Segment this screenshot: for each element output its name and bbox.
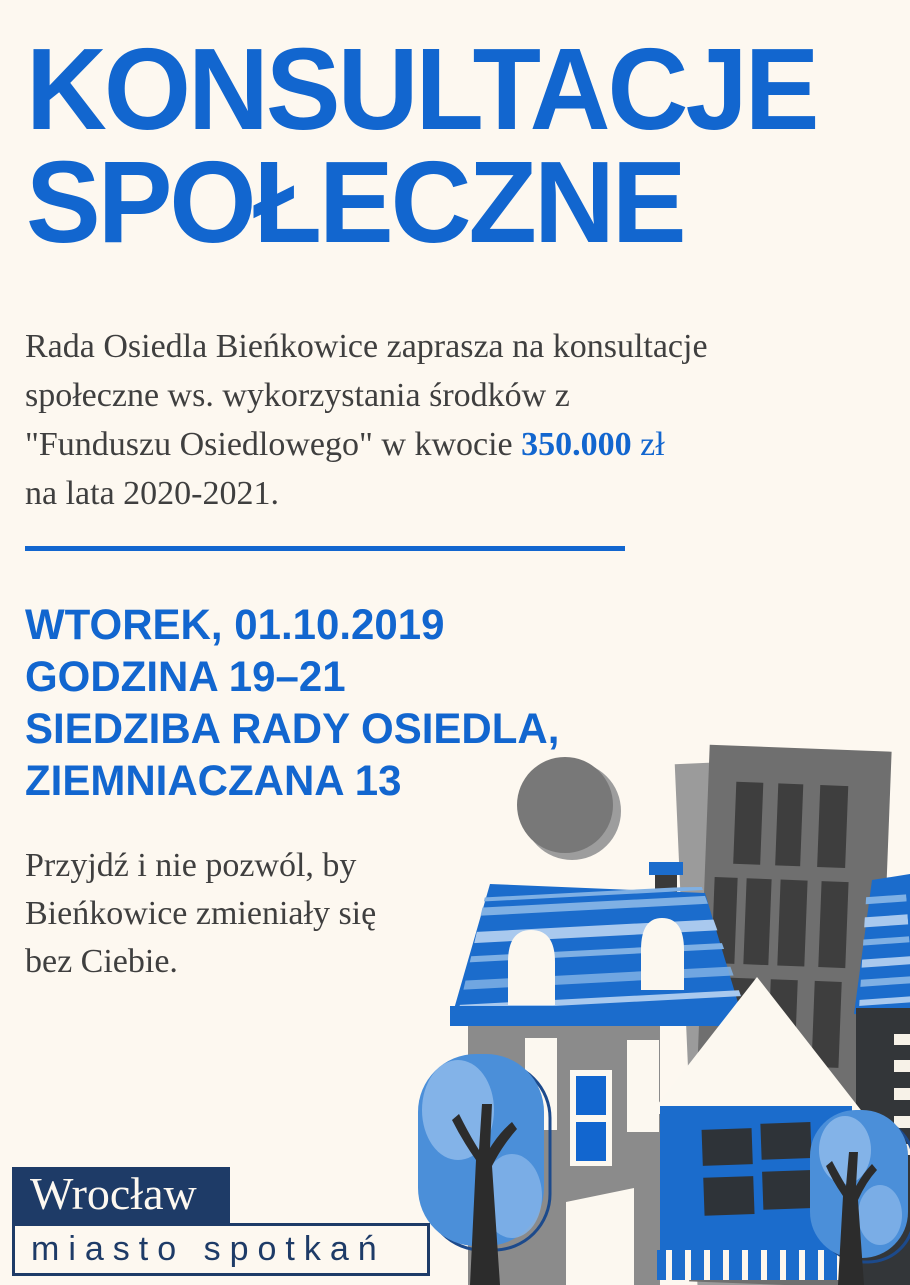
intro-line-3-text: "Funduszu Osiedlowego" w kwocie — [25, 426, 522, 463]
wroclaw-logo-tagline-text: miasto spotkań — [31, 1230, 386, 1268]
poster-title — [26, 23, 817, 267]
event-address: ZIEMNIACZANA 13 — [25, 756, 402, 804]
title-line-2: SPOŁECZNE — [26, 136, 684, 267]
outro-line-2: Bieńkowice zmieniały się — [25, 895, 377, 932]
wroclaw-logo-tagline-box — [12, 1223, 430, 1276]
outro-line-3: bez Ciebie. — [25, 943, 178, 980]
wroclaw-logo-city-text: Wrocław — [30, 1168, 197, 1219]
event-time: GODZINA 19–21 — [25, 652, 346, 700]
house-door — [566, 1188, 634, 1285]
funding-currency: zł — [631, 426, 665, 463]
event-date: WTOREK, 01.10.2019 — [25, 600, 445, 648]
roof-arch-window — [641, 918, 684, 990]
title-line-1: KONSULTACJE — [26, 23, 817, 154]
divider-line — [25, 546, 625, 551]
roof-arch-window — [508, 930, 555, 1005]
intro-line-2: społeczne ws. wykorzystania środków z — [25, 377, 570, 414]
intro-paragraph — [25, 322, 708, 518]
house-window — [627, 1040, 659, 1132]
roof-eave — [450, 1006, 734, 1026]
funding-amount: 350.000 — [521, 426, 632, 463]
intro-line-4: na lata 2020-2021. — [25, 475, 279, 512]
outro-paragraph — [25, 842, 376, 986]
striped-fence — [657, 1250, 850, 1280]
outro-line-1: Przyjdź i nie pozwól, by — [25, 847, 357, 884]
wroclaw-logo-citybox — [12, 1167, 230, 1223]
blue-framed-window — [570, 1070, 612, 1166]
intro-line-1: Rada Osiedla Bieńkowice zaprasza na konsultacje — [25, 328, 708, 365]
event-details — [25, 598, 559, 806]
event-place: SIEDZIBA RADY OSIEDLA, — [25, 704, 560, 752]
intro-line-3 — [25, 420, 708, 469]
